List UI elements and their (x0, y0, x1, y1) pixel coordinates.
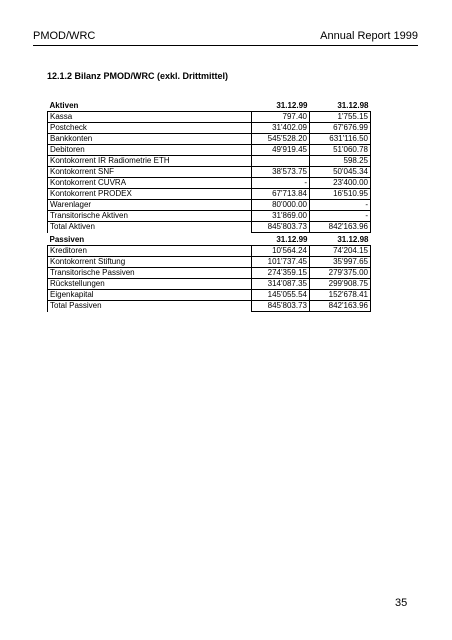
row-label: Debitoren (48, 145, 252, 156)
row-value: 50'045.34 (310, 167, 371, 178)
row-label: Warenlager (48, 200, 252, 211)
row-value: 152'678.41 (310, 290, 371, 301)
row-label: Bankkonten (48, 134, 252, 145)
row-label: Rückstellungen (48, 279, 252, 290)
row-value: 1'755.15 (310, 112, 371, 123)
table-row (48, 290, 371, 301)
row-value: 631'116.50 (310, 134, 371, 145)
table-row (48, 112, 371, 123)
passiven-table (47, 234, 371, 312)
section-title: 12.1.2 Bilanz PMOD/WRC (exkl. Drittmittel) (47, 71, 229, 81)
row-value: 49'919.45 (252, 145, 310, 156)
row-label: Kreditoren (48, 246, 252, 257)
row-value: 80'000.00 (252, 200, 310, 211)
table-header-row (48, 234, 371, 246)
row-label: Kontokorrent PRODEX (48, 189, 252, 200)
table-row (48, 145, 371, 156)
total-value: 842'163.96 (310, 301, 371, 312)
row-label: Eigenkapital (48, 290, 252, 301)
row-label: Postcheck (48, 123, 252, 134)
table-row (48, 246, 371, 257)
page-header (33, 30, 418, 46)
total-value: 842'163.96 (310, 222, 371, 233)
table-row (48, 156, 371, 167)
row-value: 145'055.54 (252, 290, 310, 301)
column-header-date: 31.12.98 (310, 100, 371, 112)
row-value: 51'060.78 (310, 145, 371, 156)
header-org: PMOD/WRC (33, 30, 96, 42)
aktiven-table (47, 100, 371, 233)
row-label: Kontokorrent Stiftung (48, 257, 252, 268)
row-value: 797.40 (252, 112, 310, 123)
table-row (48, 123, 371, 134)
column-header-date: 31.12.99 (252, 234, 310, 246)
row-value: 67'676.99 (310, 123, 371, 134)
row-label: Kassa (48, 112, 252, 123)
column-header-label: Aktiven (48, 100, 252, 112)
total-label: Total Aktiven (48, 222, 252, 233)
row-value: 299'908.75 (310, 279, 371, 290)
row-value: 545'528.20 (252, 134, 310, 145)
table-row (48, 134, 371, 145)
row-value: 74'204.15 (310, 246, 371, 257)
row-value: 279'375.00 (310, 268, 371, 279)
table-row (48, 268, 371, 279)
row-value: 101'737.45 (252, 257, 310, 268)
column-header-label: Passiven (48, 234, 252, 246)
row-value: 10'564.24 (252, 246, 310, 257)
table-row (48, 211, 371, 222)
row-value: 314'087.35 (252, 279, 310, 290)
row-label: Kontokorrent IR Radiometrie ETH (48, 156, 252, 167)
total-value: 845'803.73 (252, 222, 310, 233)
row-value: 35'997.65 (310, 257, 371, 268)
total-label: Total Passiven (48, 301, 252, 312)
row-value: 67'713.84 (252, 189, 310, 200)
total-row (48, 301, 371, 312)
row-value: 31'402.09 (252, 123, 310, 134)
column-header-date: 31.12.98 (310, 234, 371, 246)
row-label: Kontokorrent SNF (48, 167, 252, 178)
table-row (48, 257, 371, 268)
row-value (252, 156, 310, 167)
row-value: 16'510.95 (310, 189, 371, 200)
page-number: 35 (395, 597, 408, 609)
row-value: - (252, 178, 310, 189)
row-value: - (310, 211, 371, 222)
header-report-title: Annual Report 1999 (320, 30, 418, 42)
row-value: 274'359.15 (252, 268, 310, 279)
table-row (48, 178, 371, 189)
row-label: Transitorische Passiven (48, 268, 252, 279)
row-value: - (310, 200, 371, 211)
table-row (48, 167, 371, 178)
row-label: Kontokorrent CUVRA (48, 178, 252, 189)
column-header-date: 31.12.99 (252, 100, 310, 112)
row-value: 598.25 (310, 156, 371, 167)
table-row (48, 189, 371, 200)
table-row (48, 200, 371, 211)
row-label: Transitorische Aktiven (48, 211, 252, 222)
row-value: 31'869.00 (252, 211, 310, 222)
total-value: 845'803.73 (252, 301, 310, 312)
row-value: 23'400.00 (310, 178, 371, 189)
total-row (48, 222, 371, 233)
table-header-row (48, 100, 371, 112)
table-row (48, 279, 371, 290)
row-value: 38'573.75 (252, 167, 310, 178)
